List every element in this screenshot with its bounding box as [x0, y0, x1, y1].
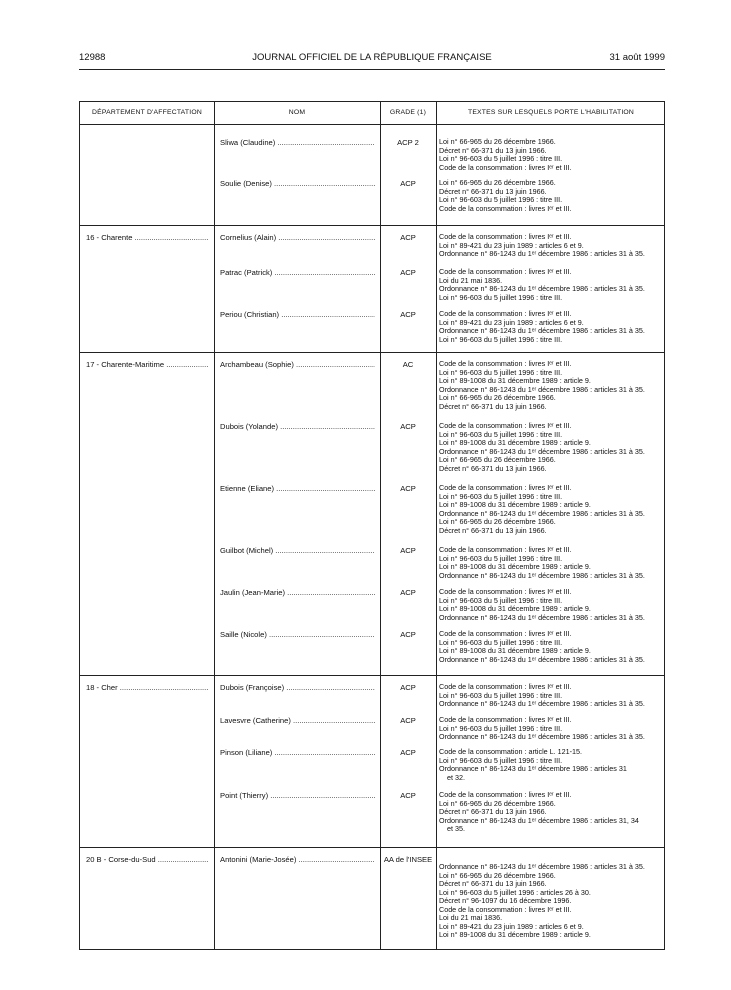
- legal-text-line: Loi n° 66-965 du 26 décembre 1966.: [439, 138, 556, 146]
- legal-text-line: Loi n° 89-421 du 23 juin 1989 : articles 6 et 9.: [439, 922, 584, 931]
- legal-text-line: Ordonnance n° 86-1243 du 1ᵉʳ décembre 1986 : articles 31 à 35.: [439, 385, 645, 394]
- grade: ACP: [400, 484, 416, 493]
- legal-text-line: Code de la consommation : livres Iᵉʳ et III.: [439, 484, 572, 492]
- legal-texts: [439, 268, 663, 302]
- legal-text-line: Loi n° 96-603 du 5 juillet 1996 : titre III.: [439, 368, 563, 377]
- legal-text-line: Code de la consommation : livres Iᵉʳ et III.: [439, 683, 572, 691]
- person-name: Lavesvre (Catherine) .....: [220, 716, 375, 725]
- legal-text-line: Code de la consommation : livres Iᵉʳ et III.: [439, 546, 572, 554]
- grade: ACP: [400, 268, 416, 277]
- legal-texts: [439, 791, 663, 834]
- legal-texts: [439, 179, 663, 213]
- legal-text-line: Code de la consommation : livres Iᵉʳ et III.: [439, 310, 572, 318]
- legal-text-line: Loi n° 89-1008 du 31 décembre 1989 : article 9.: [439, 439, 591, 448]
- person-name: Antonini (Marie-Josée) .....: [220, 855, 375, 864]
- legal-texts: [439, 683, 663, 709]
- person-name: Pinson (Liliane) .....: [220, 748, 375, 757]
- legal-text-line: Loi du 21 mai 1836.: [439, 276, 503, 285]
- legal-text-line: Décret n° 66-371 du 13 juin 1966.: [439, 146, 547, 155]
- legal-text-line: Loi n° 66-965 du 26 décembre 1966.: [439, 799, 556, 808]
- legal-text-line: Code de la consommation : livres Iᵉʳ et III.: [439, 268, 572, 276]
- legal-text-line: Loi n° 96-603 du 5 juillet 1996 : titre III.: [439, 293, 563, 302]
- legal-text-line: Loi n° 89-421 du 23 juin 1989 : articles 6 et 9.: [439, 241, 584, 250]
- legal-text-line: Ordonnance n° 86-1243 du 1ᵉʳ décembre 1986 : articles 31 à 35.: [439, 655, 645, 664]
- person-name: Dubois (Yolande) .....: [220, 422, 375, 431]
- person-name: Periou (Christian) .....: [220, 310, 375, 319]
- column-header-name: NOM: [288, 109, 306, 116]
- legal-texts: [439, 422, 663, 473]
- header-divider: [80, 124, 664, 125]
- legal-text-line: Ordonnance n° 86-1243 du 1ᵉʳ décembre 1986 : articles 31: [439, 765, 627, 774]
- column-header-grade: GRADE (1): [389, 109, 427, 116]
- department-divider: [80, 847, 664, 848]
- legal-text-line: Ordonnance n° 86-1243 du 1ᵉʳ décembre 1986 : articles 31 à 35.: [439, 327, 645, 336]
- legal-text-line: Ordonnance n° 86-1243 du 1ᵉʳ décembre 1986 : articles 31 à 35.: [439, 509, 645, 518]
- legal-text-line: Ordonnance n° 86-1243 du 1ᵉʳ décembre 1986 : articles 31 à 35.: [439, 700, 645, 709]
- grade: ACP: [400, 422, 416, 431]
- legal-text-line: Ordonnance n° 86-1243 du 1ᵉʳ décembre 1986 : articles 31 à 35.: [439, 571, 645, 580]
- column-divider: [380, 102, 381, 949]
- legal-text-line: Code de la consommation : livres Iᵉʳ et III.: [439, 905, 572, 914]
- legal-text-line: Code de la consommation : article L. 121-15.: [439, 748, 583, 756]
- legal-text-line: Code de la consommation : livres Iᵉʳ et III.: [439, 422, 572, 430]
- person-name: Dubois (Françoise) .....: [220, 683, 375, 692]
- department-name: 16 - Charente .....: [86, 233, 208, 242]
- legal-texts: [439, 360, 663, 411]
- legal-text-line: Loi n° 96-603 du 5 juillet 1996 : titre III.: [439, 596, 563, 605]
- grade: ACP: [400, 716, 416, 725]
- person-name: Guilbot (Michel) .....: [220, 546, 375, 555]
- legal-text-line: Loi n° 89-1008 du 31 décembre 1989 : article 9.: [439, 501, 591, 510]
- legal-text-line: Loi n° 96-603 du 5 juillet 1996 : titre III.: [439, 638, 563, 647]
- legal-text-line: Décret n° 66-371 du 13 juin 1966.: [439, 880, 547, 889]
- person-name: Cornelius (Alain) .....: [220, 233, 375, 242]
- legal-text-line: Décret n° 66-371 du 13 juin 1966.: [439, 526, 547, 535]
- legal-text-line: Loi n° 96-603 du 5 juillet 1996 : titre III.: [439, 691, 563, 700]
- grade: ACP: [400, 748, 416, 757]
- legal-text-line: Décret n° 96-1097 du 16 décembre 1996.: [439, 897, 572, 906]
- column-header-department: DÉPARTEMENT D'AFFECTATION: [92, 109, 202, 116]
- legal-text-line: Code de la consommation : livres Iᵉʳ et III.: [439, 630, 572, 638]
- person-name: Etienne (Eliane) .....: [220, 484, 375, 493]
- grade: ACP: [400, 310, 416, 319]
- column-header-texts: TEXTES SUR LESQUELS PORTE L'HABILITATION: [467, 109, 635, 116]
- legal-texts: [439, 546, 663, 580]
- legal-text-line: Loi n° 66-965 du 26 décembre 1966.: [439, 518, 556, 527]
- person-name: Sliwa (Claudine) .....: [220, 138, 375, 147]
- publication-date: 31 août 1999: [609, 52, 665, 63]
- legal-text-line: et 35.: [447, 825, 465, 834]
- legal-text-line: Code de la consommation : livres Iᵉʳ et III.: [439, 204, 572, 213]
- legal-texts: [439, 484, 663, 535]
- person-name: Saille (Nicole) .....: [220, 630, 375, 639]
- legal-text-line: Code de la consommation : livres Iᵉʳ et III.: [439, 588, 572, 596]
- grade: ACP: [400, 791, 416, 800]
- grade: ACP 2: [397, 138, 419, 147]
- legal-text-line: Loi n° 66-965 du 26 décembre 1966.: [439, 179, 556, 187]
- person-name: Jaulin (Jean-Marie) .....: [220, 588, 375, 597]
- legal-text-line: Ordonnance n° 86-1243 du 1ᵉʳ décembre 1986 : articles 31 à 35.: [439, 733, 645, 742]
- legal-text-line: Loi n° 96-603 du 5 juillet 1996 : titre III.: [439, 430, 563, 439]
- legal-text-line: Décret n° 66-371 du 13 juin 1966.: [439, 187, 547, 196]
- legal-text-line: Loi n° 96-603 du 5 juillet 1996 : titre III.: [439, 335, 563, 344]
- grade: ACP: [400, 233, 416, 242]
- department-name: 18 - Cher .....: [86, 683, 208, 692]
- column-divider: [436, 102, 437, 949]
- department-divider: [80, 675, 664, 676]
- person-name: Patrac (Patrick) .....: [220, 268, 375, 277]
- legal-text-line: et 32.: [447, 773, 465, 782]
- legal-text-line: Loi n° 96-603 du 5 juillet 1996 : titre III.: [439, 155, 563, 164]
- legal-texts: [439, 310, 663, 344]
- legal-text-line: Loi n° 96-603 du 5 juillet 1996 : articles 26 à 30.: [439, 888, 591, 897]
- habilitation-table: [79, 101, 665, 950]
- grade: AC: [402, 360, 414, 369]
- legal-text-line: Ordonnance n° 86-1243 du 1ᵉʳ décembre 1986 : articles 31 à 35.: [439, 863, 645, 871]
- grade: ACP: [400, 588, 416, 597]
- legal-text-line: Loi n° 96-603 du 5 juillet 1996 : titre III.: [439, 756, 563, 765]
- legal-text-line: Loi n° 89-1008 du 31 décembre 1989 : article 9.: [439, 563, 591, 572]
- legal-text-line: Code de la consommation : livres Iᵉʳ et III.: [439, 233, 572, 241]
- legal-text-line: Code de la consommation : livres Iᵉʳ et III.: [439, 791, 572, 799]
- legal-text-line: Loi du 21 mai 1836.: [439, 914, 503, 923]
- legal-text-line: Code de la consommation : livres Iᵉʳ et III.: [439, 716, 572, 724]
- legal-text-line: Loi n° 96-603 du 5 juillet 1996 : titre III.: [439, 554, 563, 563]
- legal-text-line: Ordonnance n° 86-1243 du 1ᵉʳ décembre 1986 : articles 31 à 35.: [439, 447, 645, 456]
- legal-text-line: Ordonnance n° 86-1243 du 1ᵉʳ décembre 1986 : articles 31 à 35.: [439, 250, 645, 259]
- person-name: Soulie (Denise) .....: [220, 179, 375, 188]
- legal-text-line: Décret n° 66-371 du 13 juin 1966.: [439, 402, 547, 411]
- page-header: [79, 52, 665, 66]
- column-divider: [214, 102, 215, 949]
- legal-text-line: Ordonnance n° 86-1243 du 1ᵉʳ décembre 1986 : articles 31 à 35.: [439, 613, 645, 622]
- legal-text-line: Loi n° 66-965 du 26 décembre 1966.: [439, 456, 556, 465]
- grade: ACP: [400, 630, 416, 639]
- legal-texts: [439, 138, 663, 172]
- department-divider: [80, 352, 664, 353]
- department-name: 20 B - Corse-du-Sud .....: [86, 855, 208, 864]
- legal-texts: [439, 716, 663, 742]
- legal-texts: [439, 233, 663, 259]
- legal-texts: [439, 588, 663, 622]
- legal-text-line: Loi n° 96-603 du 5 juillet 1996 : titre III.: [439, 196, 563, 205]
- legal-texts: [439, 630, 663, 664]
- legal-text-line: Décret n° 66-371 du 13 juin 1966.: [439, 464, 547, 473]
- legal-text-line: Loi n° 89-1008 du 31 décembre 1989 : article 9.: [439, 605, 591, 614]
- legal-text-line: Code de la consommation : livres Iᵉʳ et III.: [439, 163, 572, 172]
- page-number: 12988: [79, 52, 106, 63]
- legal-text-line: Code de la consommation : livres Iᵉʳ et III.: [439, 360, 572, 368]
- person-name: Point (Thierry) .....: [220, 791, 375, 800]
- person-name: Archambeau (Sophie) .....: [220, 360, 375, 369]
- grade: ACP: [400, 546, 416, 555]
- legal-text-line: Loi n° 66-965 du 26 décembre 1966.: [439, 871, 556, 880]
- grade: ACP: [400, 179, 416, 188]
- legal-text-line: Loi n° 89-1008 du 31 décembre 1989 : article 9.: [439, 377, 591, 386]
- legal-text-line: Loi n° 96-603 du 5 juillet 1996 : titre III.: [439, 724, 563, 733]
- grade: AA de l'INSEE: [383, 855, 433, 864]
- department-name: 17 - Charente-Maritime .....: [86, 360, 208, 369]
- legal-text-line: Loi n° 66-965 du 26 décembre 1966.: [439, 394, 556, 403]
- legal-text-line: Décret n° 66-371 du 13 juin 1966.: [439, 808, 547, 817]
- journal-title: JOURNAL OFFICIEL DE LA RÉPUBLIQUE FRANÇAISE: [252, 52, 492, 63]
- legal-text-line: Loi n° 89-1008 du 31 décembre 1989 : article 9.: [439, 931, 591, 940]
- legal-text-line: Ordonnance n° 86-1243 du 1ᵉʳ décembre 1986 : articles 31 à 35.: [439, 285, 645, 294]
- department-divider: [80, 225, 664, 226]
- legal-texts: [439, 863, 663, 940]
- grade: ACP: [400, 683, 416, 692]
- legal-text-line: Loi n° 89-421 du 23 juin 1989 : articles 6 et 9.: [439, 318, 584, 327]
- legal-text-line: Loi n° 89-1008 du 31 décembre 1989 : article 9.: [439, 647, 591, 656]
- legal-text-line: Loi n° 96-603 du 5 juillet 1996 : titre III.: [439, 492, 563, 501]
- header-rule: [79, 69, 665, 70]
- legal-text-line: Ordonnance n° 86-1243 du 1ᵉʳ décembre 1986 : articles 31, 34: [439, 816, 639, 825]
- legal-texts: [439, 748, 663, 782]
